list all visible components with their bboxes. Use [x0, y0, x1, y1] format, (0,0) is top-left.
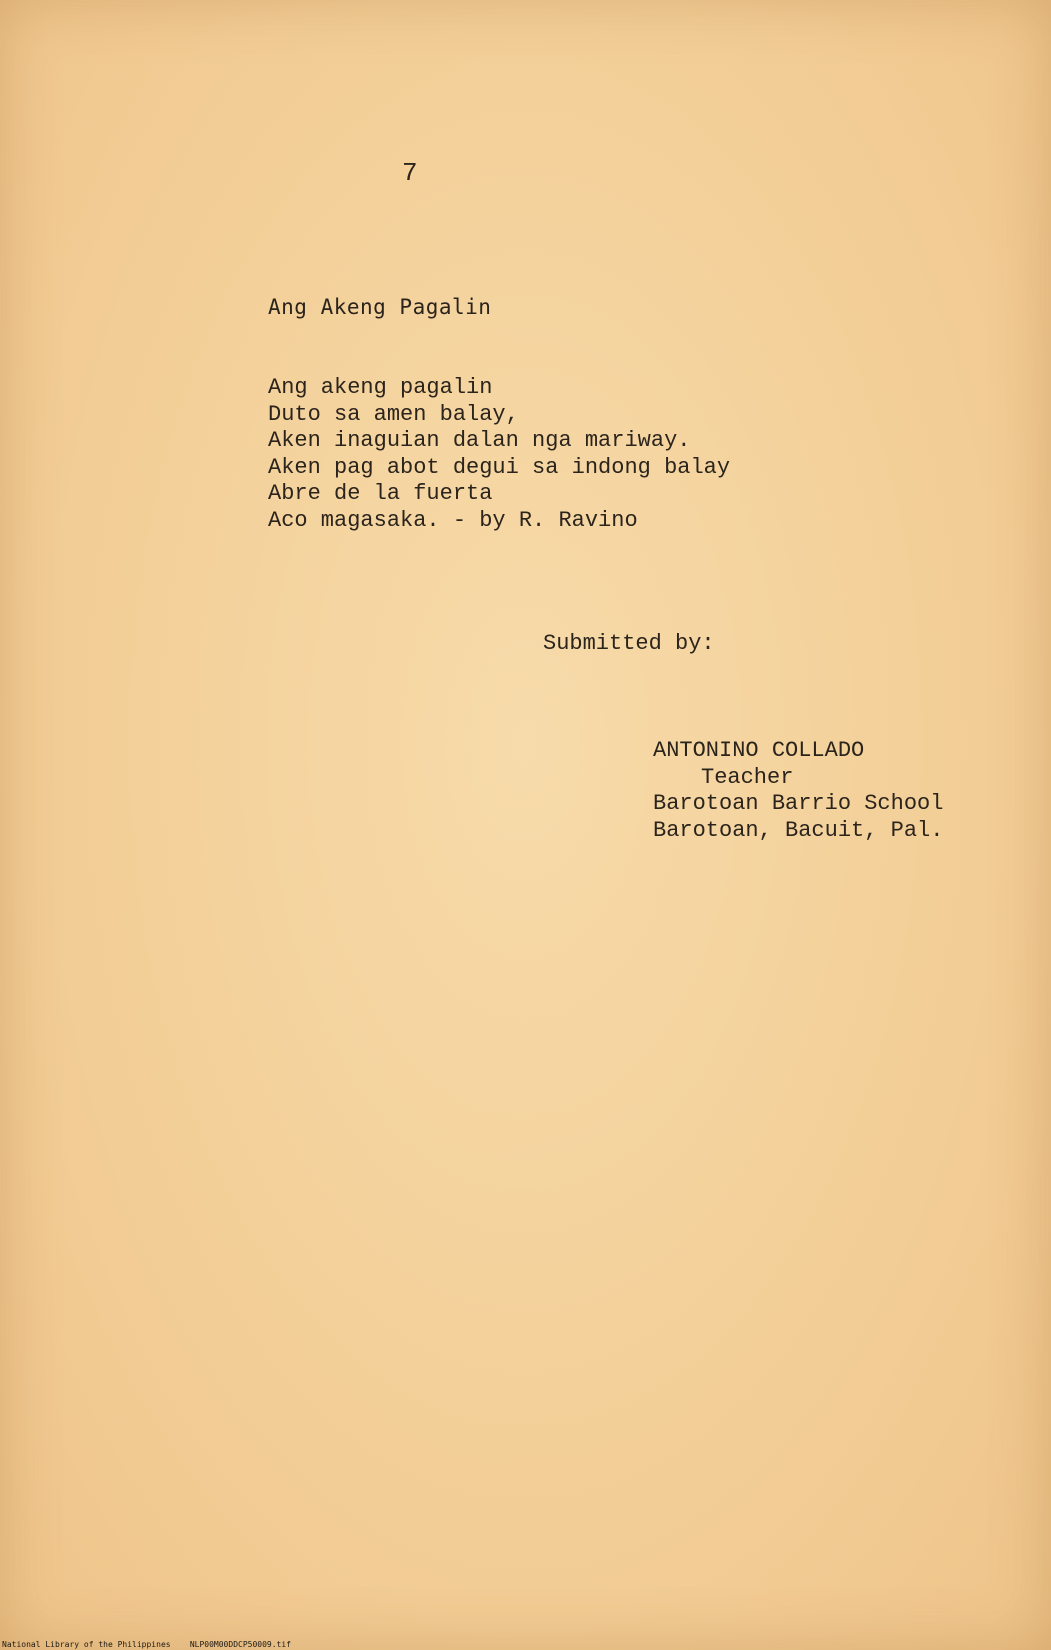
poem-line: Ang akeng pagalin [268, 375, 493, 400]
poem-line: Aken inaguian dalan nga mariway. [268, 428, 691, 453]
poem-line: Aken pag abot degui sa indong balay [268, 454, 731, 480]
archive-footer [2, 1640, 291, 1649]
page-number: 7 [402, 158, 418, 188]
poem-line: Abre de la fuerta [268, 481, 493, 506]
poem-body [268, 375, 730, 534]
poem-line: Aco magasaka. - by R. Ravino [268, 507, 638, 533]
submitted-by-label: Submitted by: [543, 631, 715, 656]
signature-name: ANTONINO COLLADO [653, 738, 865, 763]
signature-address: Barotoan, Bacuit, Pal. [653, 817, 944, 843]
signature-school: Barotoan Barrio School [653, 791, 944, 816]
signature-position: Teacher [701, 764, 794, 790]
signature-block [653, 738, 943, 844]
footer-file-id: NLP00M00DDCP50009.tif [189, 1640, 291, 1649]
poem-line: Duto sa amen balay, [268, 401, 519, 427]
footer-library: National Library of the Philippines [2, 1640, 171, 1649]
poem-title: Ang Akeng Pagalin [268, 295, 492, 319]
